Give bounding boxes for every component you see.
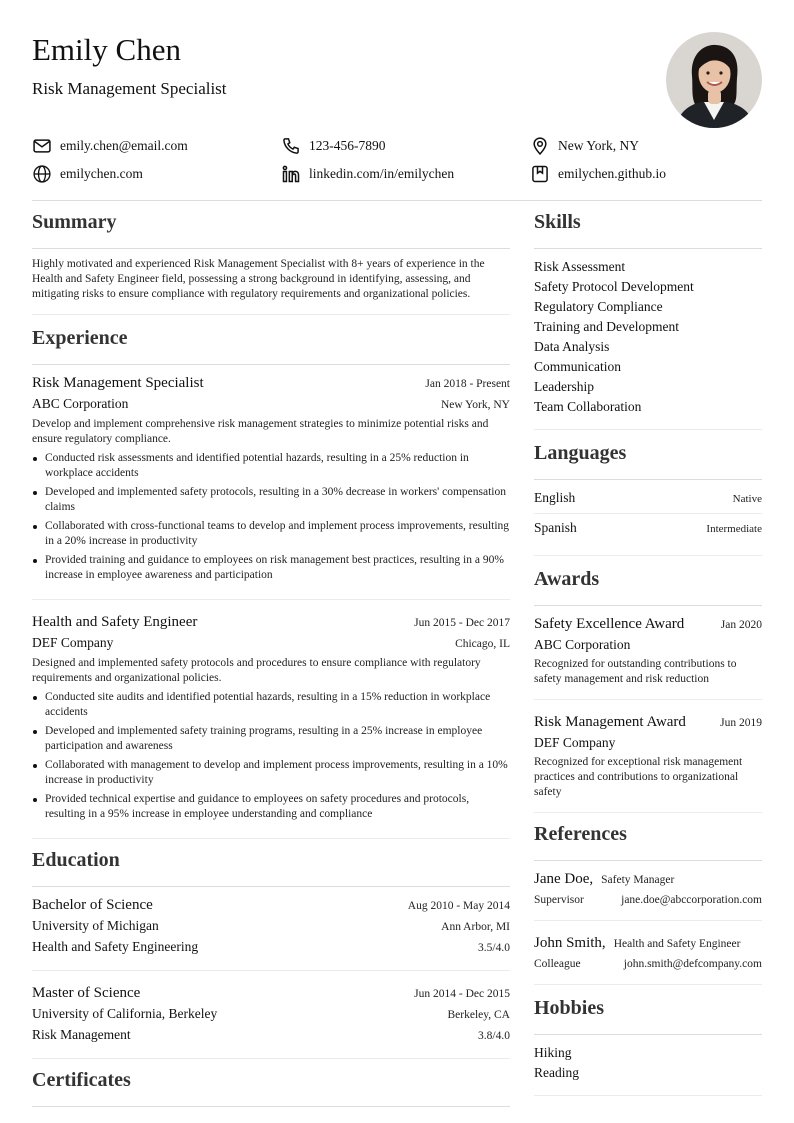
experience-list	[32, 365, 510, 839]
achievement-item: Provided technical expertise and guidance to employees on safety procedures and protocols, resulting in a 95% increase in employee understanding and compliance	[32, 792, 510, 822]
skill-item: Safety Protocol Development	[534, 279, 694, 294]
job-title: Risk Management Specialist	[32, 375, 204, 391]
linkedin-icon	[281, 164, 301, 184]
school-name: University of Michigan	[32, 918, 159, 933]
phone-icon	[281, 136, 301, 156]
contact-github-text: emilychen.github.io	[558, 166, 666, 181]
job-company: DEF Company	[32, 635, 114, 650]
skill-item: Team Collaboration	[534, 399, 642, 414]
certificates-section	[32, 1067, 510, 1107]
reference-position: Safety Manager	[601, 874, 675, 886]
achievement-item: Developed and implemented safety training programs, resulting in a 25% increase in employee participation and awareness	[32, 724, 510, 754]
languages-section	[534, 440, 762, 556]
field-of-study: Risk Management	[32, 1027, 131, 1042]
award-description: Recognized for exceptional risk management practices and contributions to organizational safety	[534, 756, 743, 798]
contact-website-text: emilychen.com	[60, 166, 143, 181]
languages-list	[534, 480, 762, 556]
summary-body	[32, 249, 510, 315]
contact-github[interactable]	[530, 162, 666, 186]
globe-icon	[32, 164, 52, 184]
language-item	[534, 484, 762, 514]
experience-heading: Experience	[32, 325, 510, 365]
resume-header	[32, 32, 762, 128]
job-location: New York, NY	[440, 399, 510, 411]
contact-phone-text: 123-456-7890	[309, 138, 386, 153]
award-description: Recognized for outstanding contributions to safety management and risk reduction	[534, 658, 737, 685]
experience-entry	[32, 612, 510, 839]
hobbies-heading: Hobbies	[534, 995, 762, 1035]
job-dates: Jan 2018 - Present	[425, 378, 510, 390]
reference-entry	[534, 869, 762, 921]
skill-item: Leadership	[534, 379, 594, 394]
award-title: Safety Excellence Award	[534, 616, 685, 632]
gpa: 3.5/4.0	[478, 942, 510, 954]
contact-website[interactable]	[32, 162, 143, 186]
job-achievements	[32, 690, 510, 822]
candidate-name: Emily Chen	[32, 32, 181, 67]
skill-item: Training and Development	[534, 319, 679, 334]
job-description: Designed and implemented safety protocols and procedures to ensure compliance with regulatory requirements and organizational policies.	[32, 657, 481, 684]
award-date: Jun 2019	[720, 717, 762, 729]
language-level: Native	[732, 493, 762, 505]
hobbies-list	[534, 1035, 762, 1096]
skills-section	[534, 209, 762, 430]
education-dates: Jun 2014 - Dec 2015	[414, 988, 510, 1000]
awards-list	[534, 606, 762, 813]
references-heading: References	[534, 821, 762, 861]
language-name: English	[534, 490, 576, 505]
languages-heading: Languages	[534, 440, 762, 480]
contact-email-text: emily.chen@email.com	[60, 138, 188, 153]
contact-linkedin-text: linkedin.com/in/emilychen	[309, 166, 455, 181]
awards-section	[534, 566, 762, 813]
school-location: Berkeley, CA	[447, 1009, 510, 1021]
candidate-title: Risk Management Specialist	[32, 79, 227, 98]
profile-photo	[666, 32, 762, 128]
award-title: Risk Management Award	[534, 714, 686, 730]
skills-list	[534, 249, 762, 430]
school-name: University of California, Berkeley	[32, 1006, 218, 1021]
references-section	[534, 821, 762, 985]
award-issuer: ABC Corporation	[534, 637, 631, 652]
reference-relation: Colleague	[534, 958, 581, 970]
gpa: 3.8/4.0	[478, 1030, 510, 1042]
hobby-item: Reading	[534, 1065, 579, 1080]
job-company: ABC Corporation	[32, 396, 129, 411]
awards-heading: Awards	[534, 566, 762, 606]
education-heading: Education	[32, 847, 510, 887]
right-column	[534, 201, 762, 1096]
education-dates: Aug 2010 - May 2014	[407, 900, 510, 912]
award-issuer: DEF Company	[534, 735, 616, 750]
education-entry	[32, 895, 510, 971]
hobby-item: Hiking	[534, 1045, 572, 1060]
education-entry	[32, 983, 510, 1059]
field-of-study: Health and Safety Engineering	[32, 939, 199, 954]
education-section	[32, 847, 510, 1059]
reference-name: John Smith,	[534, 935, 606, 951]
skill-item: Data Analysis	[534, 339, 610, 354]
job-location: Chicago, IL	[455, 638, 510, 650]
job-description: Develop and implement comprehensive risk management strategies to minimize potential risks and ensure regulatory compliance.	[32, 418, 489, 445]
skills-heading: Skills	[534, 209, 762, 249]
job-achievements	[32, 451, 510, 583]
language-level: Intermediate	[706, 523, 762, 535]
reference-email[interactable]: jane.doe@abccorporation.com	[621, 894, 762, 906]
bookmark-icon	[530, 164, 550, 184]
contact-linkedin[interactable]	[281, 162, 454, 186]
skill-item: Communication	[534, 359, 621, 374]
summary-text: Highly motivated and experienced Risk Management Specialist with 8+ years of experience in the Health and Safety Engineer field, possessing a strong background in identifying, assessing, and mitigating risks to ensure compliance with regulatory requirements and organizational policies.	[32, 258, 485, 300]
degree: Master of Science	[32, 985, 141, 1001]
contact-location-text: New York, NY	[558, 138, 640, 153]
school-location: Ann Arbor, MI	[441, 921, 510, 933]
certificates-heading: Certificates	[32, 1067, 510, 1107]
reference-name: Jane Doe,	[534, 871, 594, 887]
summary-section	[32, 209, 510, 315]
achievement-item: Provided training and guidance to employees on risk management best practices, resulting in a 90% increase in employee awareness and participation	[32, 553, 510, 583]
hobbies-section	[534, 995, 762, 1096]
job-title: Health and Safety Engineer	[32, 614, 198, 630]
award-date: Jan 2020	[720, 619, 762, 631]
skill-item: Regulatory Compliance	[534, 299, 663, 314]
reference-position: Health and Safety Engineer	[613, 938, 741, 950]
achievement-item: Collaborated with management to develop and implement process improvements, resulting in a 10% increase in productivity	[32, 758, 510, 788]
achievement-item: Conducted risk assessments and identified potential hazards, resulting in a 25% reduction in workplace accidents	[32, 451, 510, 481]
reference-email[interactable]: john.smith@defcompany.com	[623, 958, 762, 970]
contact-phone[interactable]	[281, 134, 386, 158]
mail-icon	[32, 136, 52, 156]
achievement-item: Developed and implemented safety protocols, resulting in a 30% decrease in workers' compensation claims	[32, 485, 510, 515]
experience-entry	[32, 373, 510, 600]
language-item	[534, 514, 762, 543]
location-pin-icon	[530, 136, 550, 156]
achievement-item: Conducted site audits and identified potential hazards, resulting in a 15% reduction in workplace accidents	[32, 690, 510, 720]
skill-item: Risk Assessment	[534, 259, 626, 274]
reference-relation: Supervisor	[534, 894, 584, 906]
award-entry	[534, 712, 762, 813]
job-dates: Jun 2015 - Dec 2017	[414, 617, 510, 629]
language-name: Spanish	[534, 520, 577, 535]
achievement-item: Collaborated with cross-functional teams to develop and implement process improvements, resulting in a 20% increase in productivity	[32, 519, 510, 549]
contact-email[interactable]	[32, 134, 188, 158]
left-column	[32, 201, 510, 1107]
award-entry	[534, 614, 762, 700]
summary-heading: Summary	[32, 209, 510, 249]
degree: Bachelor of Science	[32, 897, 153, 913]
portrait-photo-icon	[666, 32, 762, 128]
experience-section	[32, 325, 510, 839]
reference-entry	[534, 933, 762, 985]
references-list	[534, 861, 762, 985]
contact-location	[530, 134, 639, 158]
education-list	[32, 887, 510, 1059]
